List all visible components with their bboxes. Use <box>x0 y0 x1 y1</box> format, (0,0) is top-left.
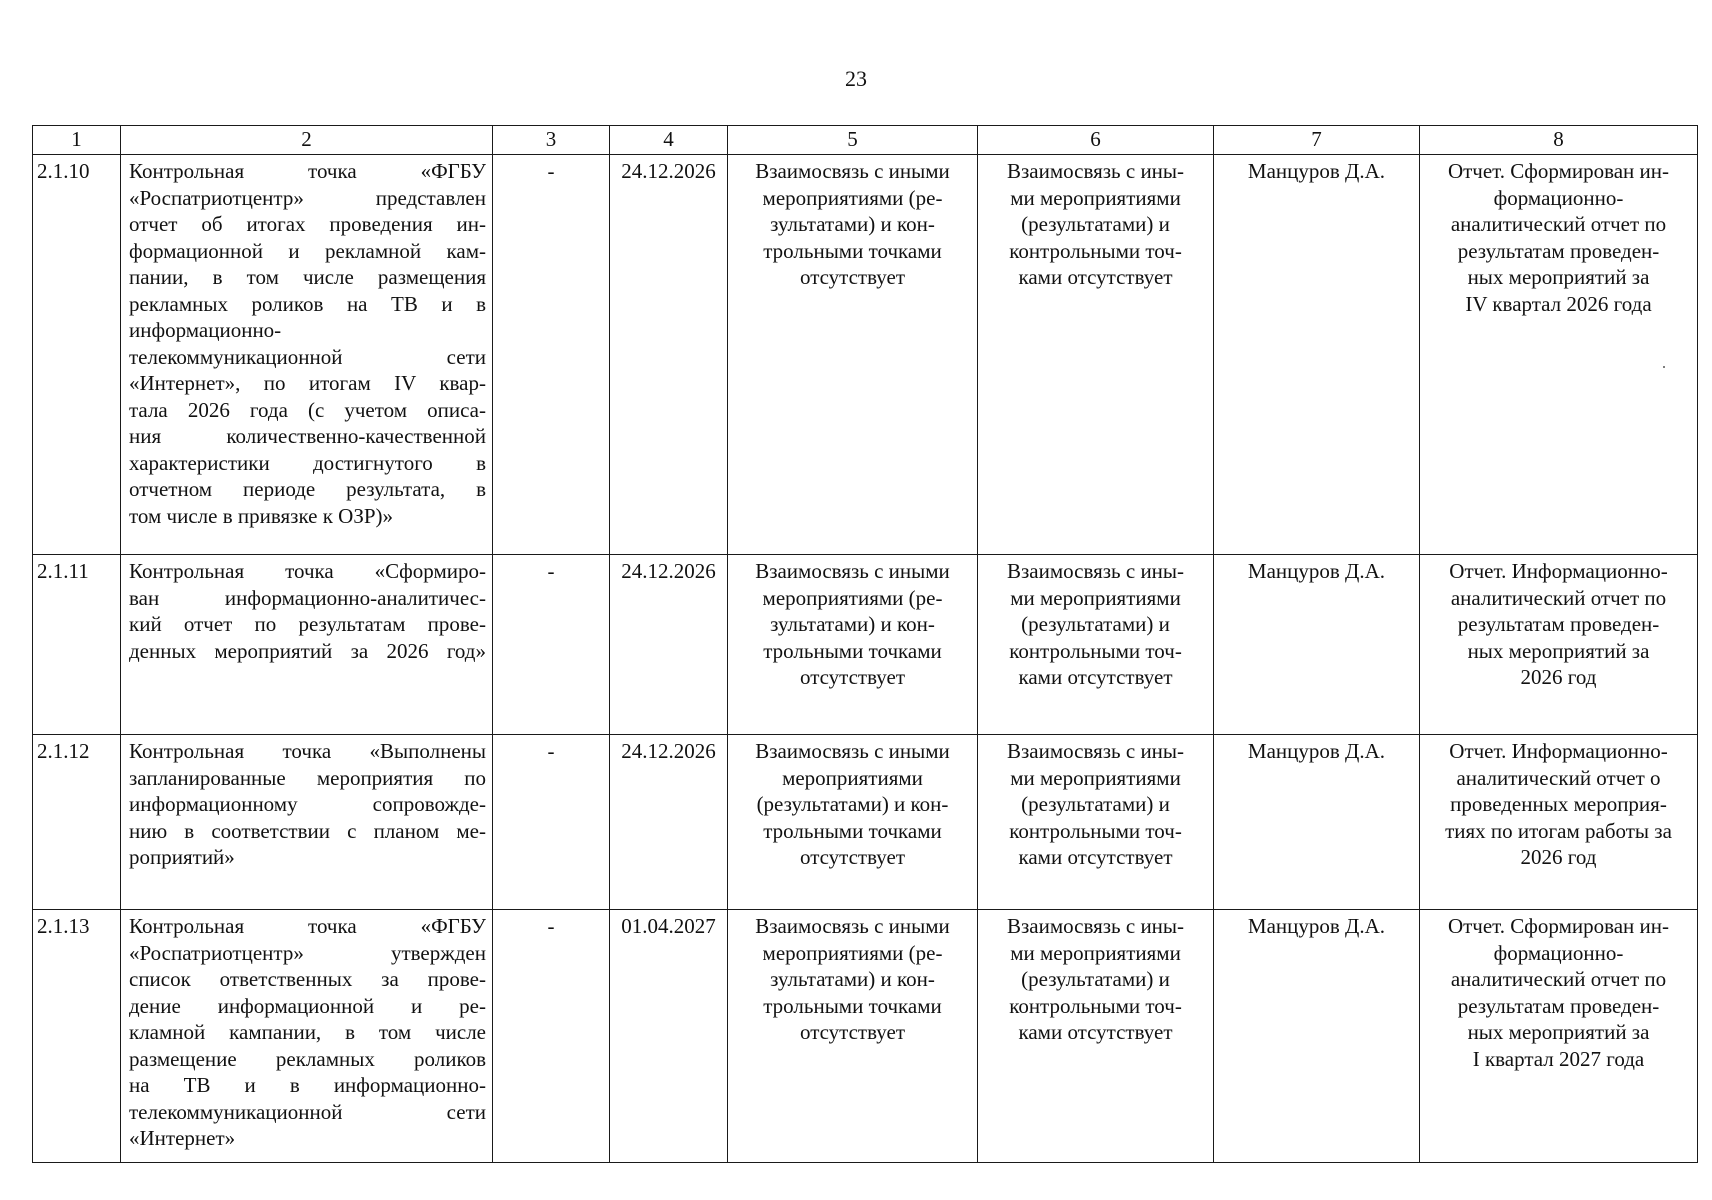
relation-line: Взаимосвязь с иными <box>755 914 950 938</box>
relation-line: Взаимосвязь с ины- <box>1006 739 1185 763</box>
result-cell <box>1420 910 1698 1163</box>
result-line: формационно- <box>1493 185 1624 210</box>
result-line: аналитический отчет по <box>1450 967 1667 991</box>
relation-line: мероприятиями (ре- <box>762 585 943 610</box>
result-line: ных мероприятий за <box>1467 1020 1650 1044</box>
result-line: аналитический отчет по <box>1450 585 1667 610</box>
description-line: Контрольная точка «Выполнены <box>129 739 486 763</box>
deadline-date: 24.12.2026 <box>610 735 728 910</box>
relation-line: отсутствует <box>799 1020 906 1044</box>
control-point-description <box>121 910 493 1163</box>
result-line: ных мероприятий за <box>1467 265 1650 289</box>
description-line: кий отчет по результатам прове- <box>129 612 486 636</box>
result-line: 2026 год <box>1520 845 1597 869</box>
column-header-1: 1 <box>33 126 121 155</box>
page-number: 23 <box>845 66 867 91</box>
relation-line: зультатами) и кон- <box>770 967 935 991</box>
relation-line: ками отсутствует <box>1018 1020 1173 1044</box>
description-line: дение информационной и ре- <box>129 993 486 1018</box>
relation-line: мероприятиями (ре- <box>762 185 943 210</box>
description-line: «Роспатриотцентр» представлен <box>129 185 486 210</box>
result-line: Отчет. Сформирован ин- <box>1447 159 1670 183</box>
relation-line: (результатами) и <box>1021 612 1170 636</box>
column-header-7: 7 <box>1214 126 1420 155</box>
relation-line: контрольными точ- <box>1009 993 1182 1018</box>
column-header-8: 8 <box>1420 126 1698 155</box>
column-3-value: - <box>493 910 610 1163</box>
relation-cell <box>728 555 978 735</box>
control-point-description <box>121 735 493 910</box>
row-number: 2.1.10 <box>33 155 121 555</box>
table-row <box>33 910 1698 1163</box>
relation-line: отсутствует <box>799 265 906 289</box>
responsible-person: Манцуров Д.А. <box>1214 910 1420 1163</box>
row-number: 2.1.13 <box>33 910 121 1163</box>
table-row <box>33 735 1698 910</box>
relation-line: контрольными точ- <box>1009 638 1182 663</box>
table-row <box>33 555 1698 735</box>
description-line: рекламных роликов на ТВ и в <box>129 291 486 316</box>
relation-line: контрольными точ- <box>1009 238 1182 263</box>
result-line: результатам проведен- <box>1457 238 1660 263</box>
column-3-value: - <box>493 155 610 555</box>
result-line: ных мероприятий за <box>1467 638 1650 663</box>
description-line: Контрольная точка «ФГБУ <box>129 159 486 183</box>
relation-cell-2 <box>978 155 1214 555</box>
result-line: проведенных мероприя- <box>1450 792 1667 816</box>
relation-line: Взаимосвязь с иными <box>755 739 950 763</box>
responsible-person: Манцуров Д.А. <box>1214 555 1420 735</box>
table-header-row <box>33 126 1698 155</box>
description-line: на ТВ и в информационно- <box>129 1073 486 1097</box>
scan-speck <box>1663 366 1665 368</box>
description-line: телекоммуникационной сети <box>129 344 486 369</box>
description-line: пании, в том числе размещения <box>129 265 486 289</box>
relation-line: ми мероприятиями <box>1010 940 1181 965</box>
relation-line: Взаимосвязь с ины- <box>1006 914 1185 938</box>
description-line: запланированные мероприятия по <box>129 765 486 790</box>
result-line: формационно- <box>1493 940 1624 965</box>
description-line: список ответственных за прове- <box>129 967 486 991</box>
description-line: том числе в привязке к ОЗР)» <box>129 503 394 528</box>
description-line: размещение рекламных роликов <box>129 1046 486 1071</box>
column-3-value: - <box>493 555 610 735</box>
result-line: Отчет. Информационно- <box>1449 739 1668 763</box>
deadline-date: 01.04.2027 <box>610 910 728 1163</box>
relation-line: ми мероприятиями <box>1010 765 1181 790</box>
relation-cell-2 <box>978 910 1214 1163</box>
relation-line: трольными точками <box>763 638 942 663</box>
relation-line: ками отсутствует <box>1018 845 1173 869</box>
relation-line: Взаимосвязь с иными <box>755 559 950 583</box>
deadline-date: 24.12.2026 <box>610 155 728 555</box>
column-header-4: 4 <box>610 126 728 155</box>
description-line: отчетном периоде результата, в <box>129 477 486 501</box>
relation-cell <box>728 155 978 555</box>
relation-line: контрольными точ- <box>1009 818 1182 843</box>
result-cell <box>1420 155 1698 555</box>
description-line: информационно- <box>129 318 282 342</box>
relation-line: (результатами) и <box>1021 967 1170 991</box>
relation-cell-2 <box>978 735 1214 910</box>
description-line: кламной кампании, в том числе <box>129 1020 486 1044</box>
relation-cell <box>728 910 978 1163</box>
description-line: «Интернет», по итогам IV квар- <box>129 371 486 395</box>
relation-line: трольными точками <box>763 238 942 263</box>
deadline-date: 24.12.2026 <box>610 555 728 735</box>
result-line: 2026 год <box>1520 665 1597 689</box>
result-line: аналитический отчет о <box>1456 765 1661 790</box>
description-line: денных мероприятий за 2026 год» <box>129 638 486 663</box>
description-line: Контрольная точка «ФГБУ <box>129 914 486 938</box>
description-line: характеристики достигнутого в <box>129 450 486 475</box>
description-line: тала 2026 года (с учетом описа- <box>129 397 486 422</box>
relation-line: ками отсутствует <box>1018 665 1173 689</box>
result-cell <box>1420 555 1698 735</box>
relation-line: отсутствует <box>799 665 906 689</box>
relation-line: ми мероприятиями <box>1010 585 1181 610</box>
control-point-description <box>121 155 493 555</box>
responsible-person: Манцуров Д.А. <box>1214 735 1420 910</box>
result-line: IV квартал 2026 года <box>1465 291 1652 316</box>
result-cell <box>1420 735 1698 910</box>
result-line: аналитический отчет по <box>1450 212 1667 236</box>
relation-line: Взаимосвязь с ины- <box>1006 559 1185 583</box>
relation-line: зультатами) и кон- <box>770 612 935 636</box>
relation-line: трольными точками <box>763 993 942 1018</box>
description-line: ния количественно-качественной <box>129 424 486 448</box>
result-line: Отчет. Сформирован ин- <box>1447 914 1670 938</box>
result-line: результатам проведен- <box>1457 993 1660 1018</box>
relation-line: зультатами) и кон- <box>770 212 935 236</box>
description-line: отчет об итогах проведения ин- <box>129 212 486 236</box>
relation-line: ми мероприятиями <box>1010 185 1181 210</box>
relation-line: (результатами) и кон- <box>756 792 949 816</box>
relation-line: Взаимосвязь с ины- <box>1006 159 1185 183</box>
relation-line: ками отсутствует <box>1018 265 1173 289</box>
relation-cell-2 <box>978 555 1214 735</box>
relation-line: мероприятиями (ре- <box>762 940 943 965</box>
relation-line: Взаимосвязь с иными <box>755 159 950 183</box>
control-points-table <box>32 125 1698 1163</box>
result-line: результатам проведен- <box>1457 612 1660 636</box>
description-line: «Интернет» <box>129 1126 236 1150</box>
column-header-3: 3 <box>493 126 610 155</box>
description-line: роприятий» <box>129 845 235 869</box>
description-line: нию в соответствии с планом ме- <box>129 818 486 843</box>
relation-line: мероприятиями <box>782 765 923 790</box>
result-line: I квартал 2027 года <box>1472 1046 1645 1071</box>
result-line: тиях по итогам работы за <box>1445 818 1672 843</box>
relation-line: (результатами) и <box>1021 212 1170 236</box>
column-3-value: - <box>493 735 610 910</box>
relation-line: трольными точками <box>763 818 942 843</box>
row-number: 2.1.12 <box>33 735 121 910</box>
relation-cell <box>728 735 978 910</box>
column-header-5: 5 <box>728 126 978 155</box>
control-point-description <box>121 555 493 735</box>
result-line: Отчет. Информационно- <box>1449 559 1668 583</box>
description-line: ван информационно-аналитичес- <box>129 585 486 610</box>
column-header-6: 6 <box>978 126 1214 155</box>
relation-line: (результатами) и <box>1021 792 1170 816</box>
row-number: 2.1.11 <box>33 555 121 735</box>
description-line: «Роспатриотцентр» утвержден <box>129 940 486 965</box>
table-row <box>33 155 1698 555</box>
column-header-2: 2 <box>121 126 493 155</box>
relation-line: отсутствует <box>799 845 906 869</box>
description-line: информационному сопровожде- <box>129 792 486 816</box>
responsible-person: Манцуров Д.А. <box>1214 155 1420 555</box>
description-line: Контрольная точка «Сформиро- <box>129 559 486 583</box>
description-line: формационной и рекламной кам- <box>129 238 486 263</box>
description-line: телекоммуникационной сети <box>129 1099 486 1124</box>
